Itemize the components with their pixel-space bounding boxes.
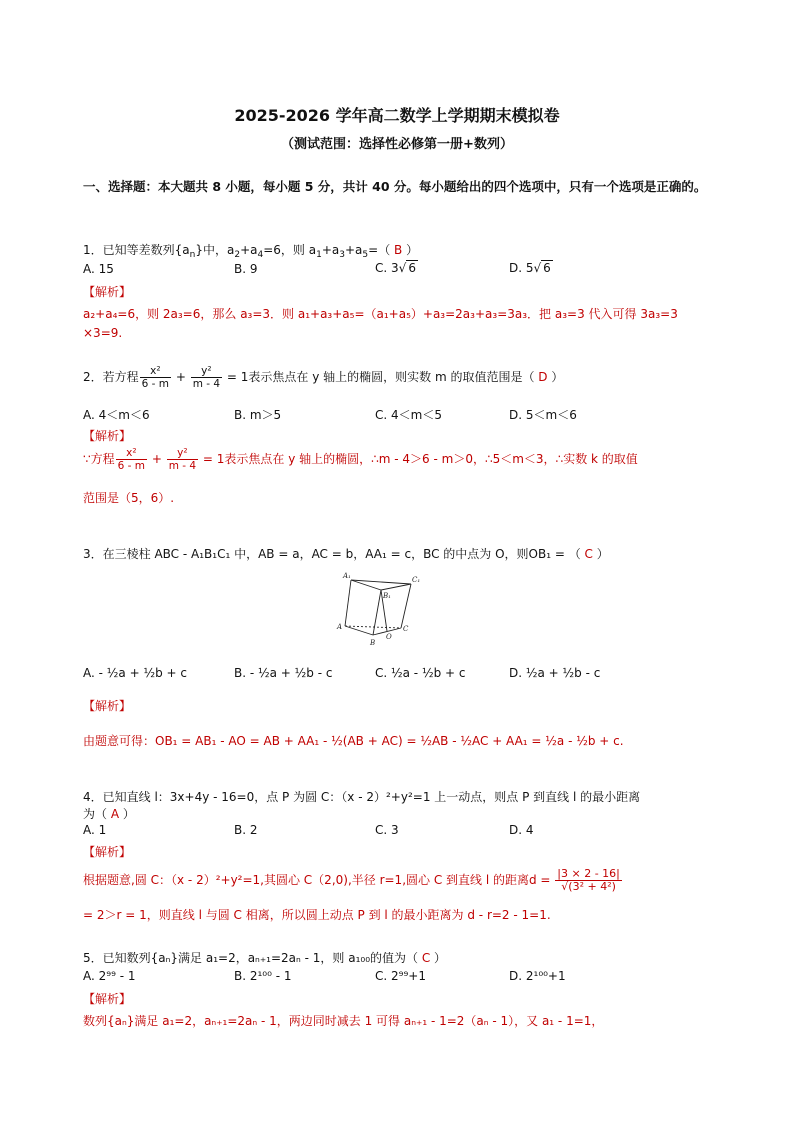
- q3-solution: 由题意可得：OB₁ = AB₁ - AO = AB + AA₁ - ½(AB + AC) = ½AB - ½AC + AA₁ = ½a - ½b + c.: [83, 734, 624, 748]
- q4-solution-line2: = 2＞r = 1，则直线 l 与圆 C 相离，所以圆上动点 P 到 l 的最小距离为 d - r=2 - 1=1.: [83, 908, 551, 922]
- q1-option-b: B. 9: [234, 262, 258, 276]
- q2-solution-line2: 范围是（5，6）.: [83, 491, 175, 505]
- q1-option-c: C. 3√ 6: [375, 261, 416, 275]
- question-5-stem: 5．已知数列{aₙ}满足 a₁=2，aₙ₊₁=2aₙ - 1，则 a₁₀₀的值为（ C ）: [83, 951, 447, 965]
- question-3-stem: 3．在三棱柱 ABC - A₁B₁C₁ 中，AB = a，AC = b，AA₁ = c，BC 的中点为 O，则OB₁ = （ C ）: [83, 547, 609, 561]
- question-5-answer: C: [421, 951, 431, 965]
- q1-option-a: A. 15: [83, 262, 114, 276]
- q5-option-a: A. 2⁹⁹ - 1: [83, 969, 136, 983]
- q2-solution-line1: ∵方程 $\frac{\text{x²}}{6 - m}$ + $\frac{\text{y²}}{m - 4}$ = 1表示焦点在 y 轴上的椭圆，∴m - 4＞6 - m＞0，∴5＜m＜3，∴实数 k 的取值: [83, 447, 638, 472]
- q2-jiexi-label: 【解析】: [83, 429, 132, 443]
- question-1-answer: B: [394, 243, 403, 257]
- q5-option-b: B. 2¹⁰⁰ - 1: [234, 969, 292, 983]
- q4-option-b: B. 2: [234, 823, 258, 837]
- question-2-answer: D: [538, 370, 548, 384]
- q2-option-c: C. 4＜m＜5: [375, 408, 442, 422]
- fig-label-a: A: [337, 623, 343, 631]
- fig-label-b: B: [370, 639, 376, 647]
- question-2-stem: 2．若方程 $\frac{\text{x²}}{6 - m}$ + $\frac{\text{y²}}{m - 4}$ = 1表示焦点在 y 轴上的椭圆，则实数 m 的取值范围是（ D ）: [83, 365, 564, 390]
- fig-label-c: C: [403, 625, 409, 633]
- q2-option-b: B. m＞5: [234, 408, 282, 422]
- q2-option-d: D. 5＜m＜6: [509, 408, 577, 422]
- q4-option-a: A. 1: [83, 823, 107, 837]
- section-heading: 一、选择题：本大题共 8 小题，每小题 5 分，共计 40 分。每小题给出的四个选项中，只有一个选项是正确的。: [83, 179, 707, 194]
- q5-option-d: D. 2¹⁰⁰+1: [509, 969, 566, 983]
- fig-label-o: O: [386, 633, 392, 641]
- page-subtitle: （测试范围：选择性必修第一册+数列）: [281, 137, 513, 152]
- q1-option-d: D. 5√ 6: [509, 261, 551, 275]
- q3-option-c: C. ½a - ½b + c: [375, 666, 466, 680]
- q4-option-c: C. 3: [375, 823, 399, 837]
- prism-figure: [335, 568, 425, 650]
- question-3-answer: C: [584, 547, 593, 561]
- q4-solution-line1: 根据题意,圆 C：（x - 2）²+y²=1,其圆心 C（2,0),半径 r=1,圆心 C 到直线 l 的距离d = $\frac{|3 \times 2 - 16|}{\text{√(3² + 4²)}}$: [83, 867, 620, 893]
- q3-option-b: B. - ½a + ½b - c: [234, 666, 333, 680]
- q2-option-a: A. 4＜m＜6: [83, 408, 150, 422]
- q4-jiexi-label: 【解析】: [83, 845, 132, 859]
- q3-jiexi-label: 【解析】: [83, 699, 132, 713]
- question-1-stem: 1．已知等差数列$\{a_n\}$中，$a_2+a_4=6$，则 $a_1+a_3+a_5=$（ B ）: [83, 243, 419, 260]
- q4-option-d: D. 4: [509, 823, 534, 837]
- q1-solution-line2: ×3=9.: [83, 326, 123, 340]
- q3-option-a: A. - ½a + ½b + c: [83, 666, 187, 680]
- q3-option-d: D. ½a + ½b - c: [509, 666, 601, 680]
- q5-jiexi-label: 【解析】: [83, 992, 132, 1006]
- fig-label-c1: C₁: [412, 576, 421, 584]
- q5-option-c: C. 2⁹⁹+1: [375, 969, 426, 983]
- fig-label-b1: B₁: [383, 592, 391, 600]
- q5-solution-line1: 数列{aₙ}满足 a₁=2，aₙ₊₁=2aₙ - 1，两边同时减去 1 可得 aₙ₊₁ - 1=2（aₙ - 1），又 a₁ - 1=1，: [83, 1014, 604, 1028]
- page-title: 2025-2026 学年高二数学上学期期末模拟卷: [234, 106, 560, 125]
- question-4-stem-line2: 为（ A ）: [83, 807, 135, 821]
- question-4-answer: A: [110, 807, 120, 821]
- q1-jiexi-label: 【解析】: [83, 285, 132, 299]
- q1-solution-line1: a₂+a₄=6，则 2a₃=6，那么 a₃=3．则 a₁+a₃+a₅=（a₁+a₅）+a₃=2a₃+a₃=3a₃．把 a₃=3 代入可得 3a₃=3: [83, 307, 678, 321]
- fig-label-a1: A₁: [343, 572, 351, 580]
- question-4-stem-line1: 4．已知直线 l：3x+4y - 16=0，点 P 为圆 C：（x - 2）²+y²=1 上一动点，则点 P 到直线 l 的最小距离: [83, 790, 641, 804]
